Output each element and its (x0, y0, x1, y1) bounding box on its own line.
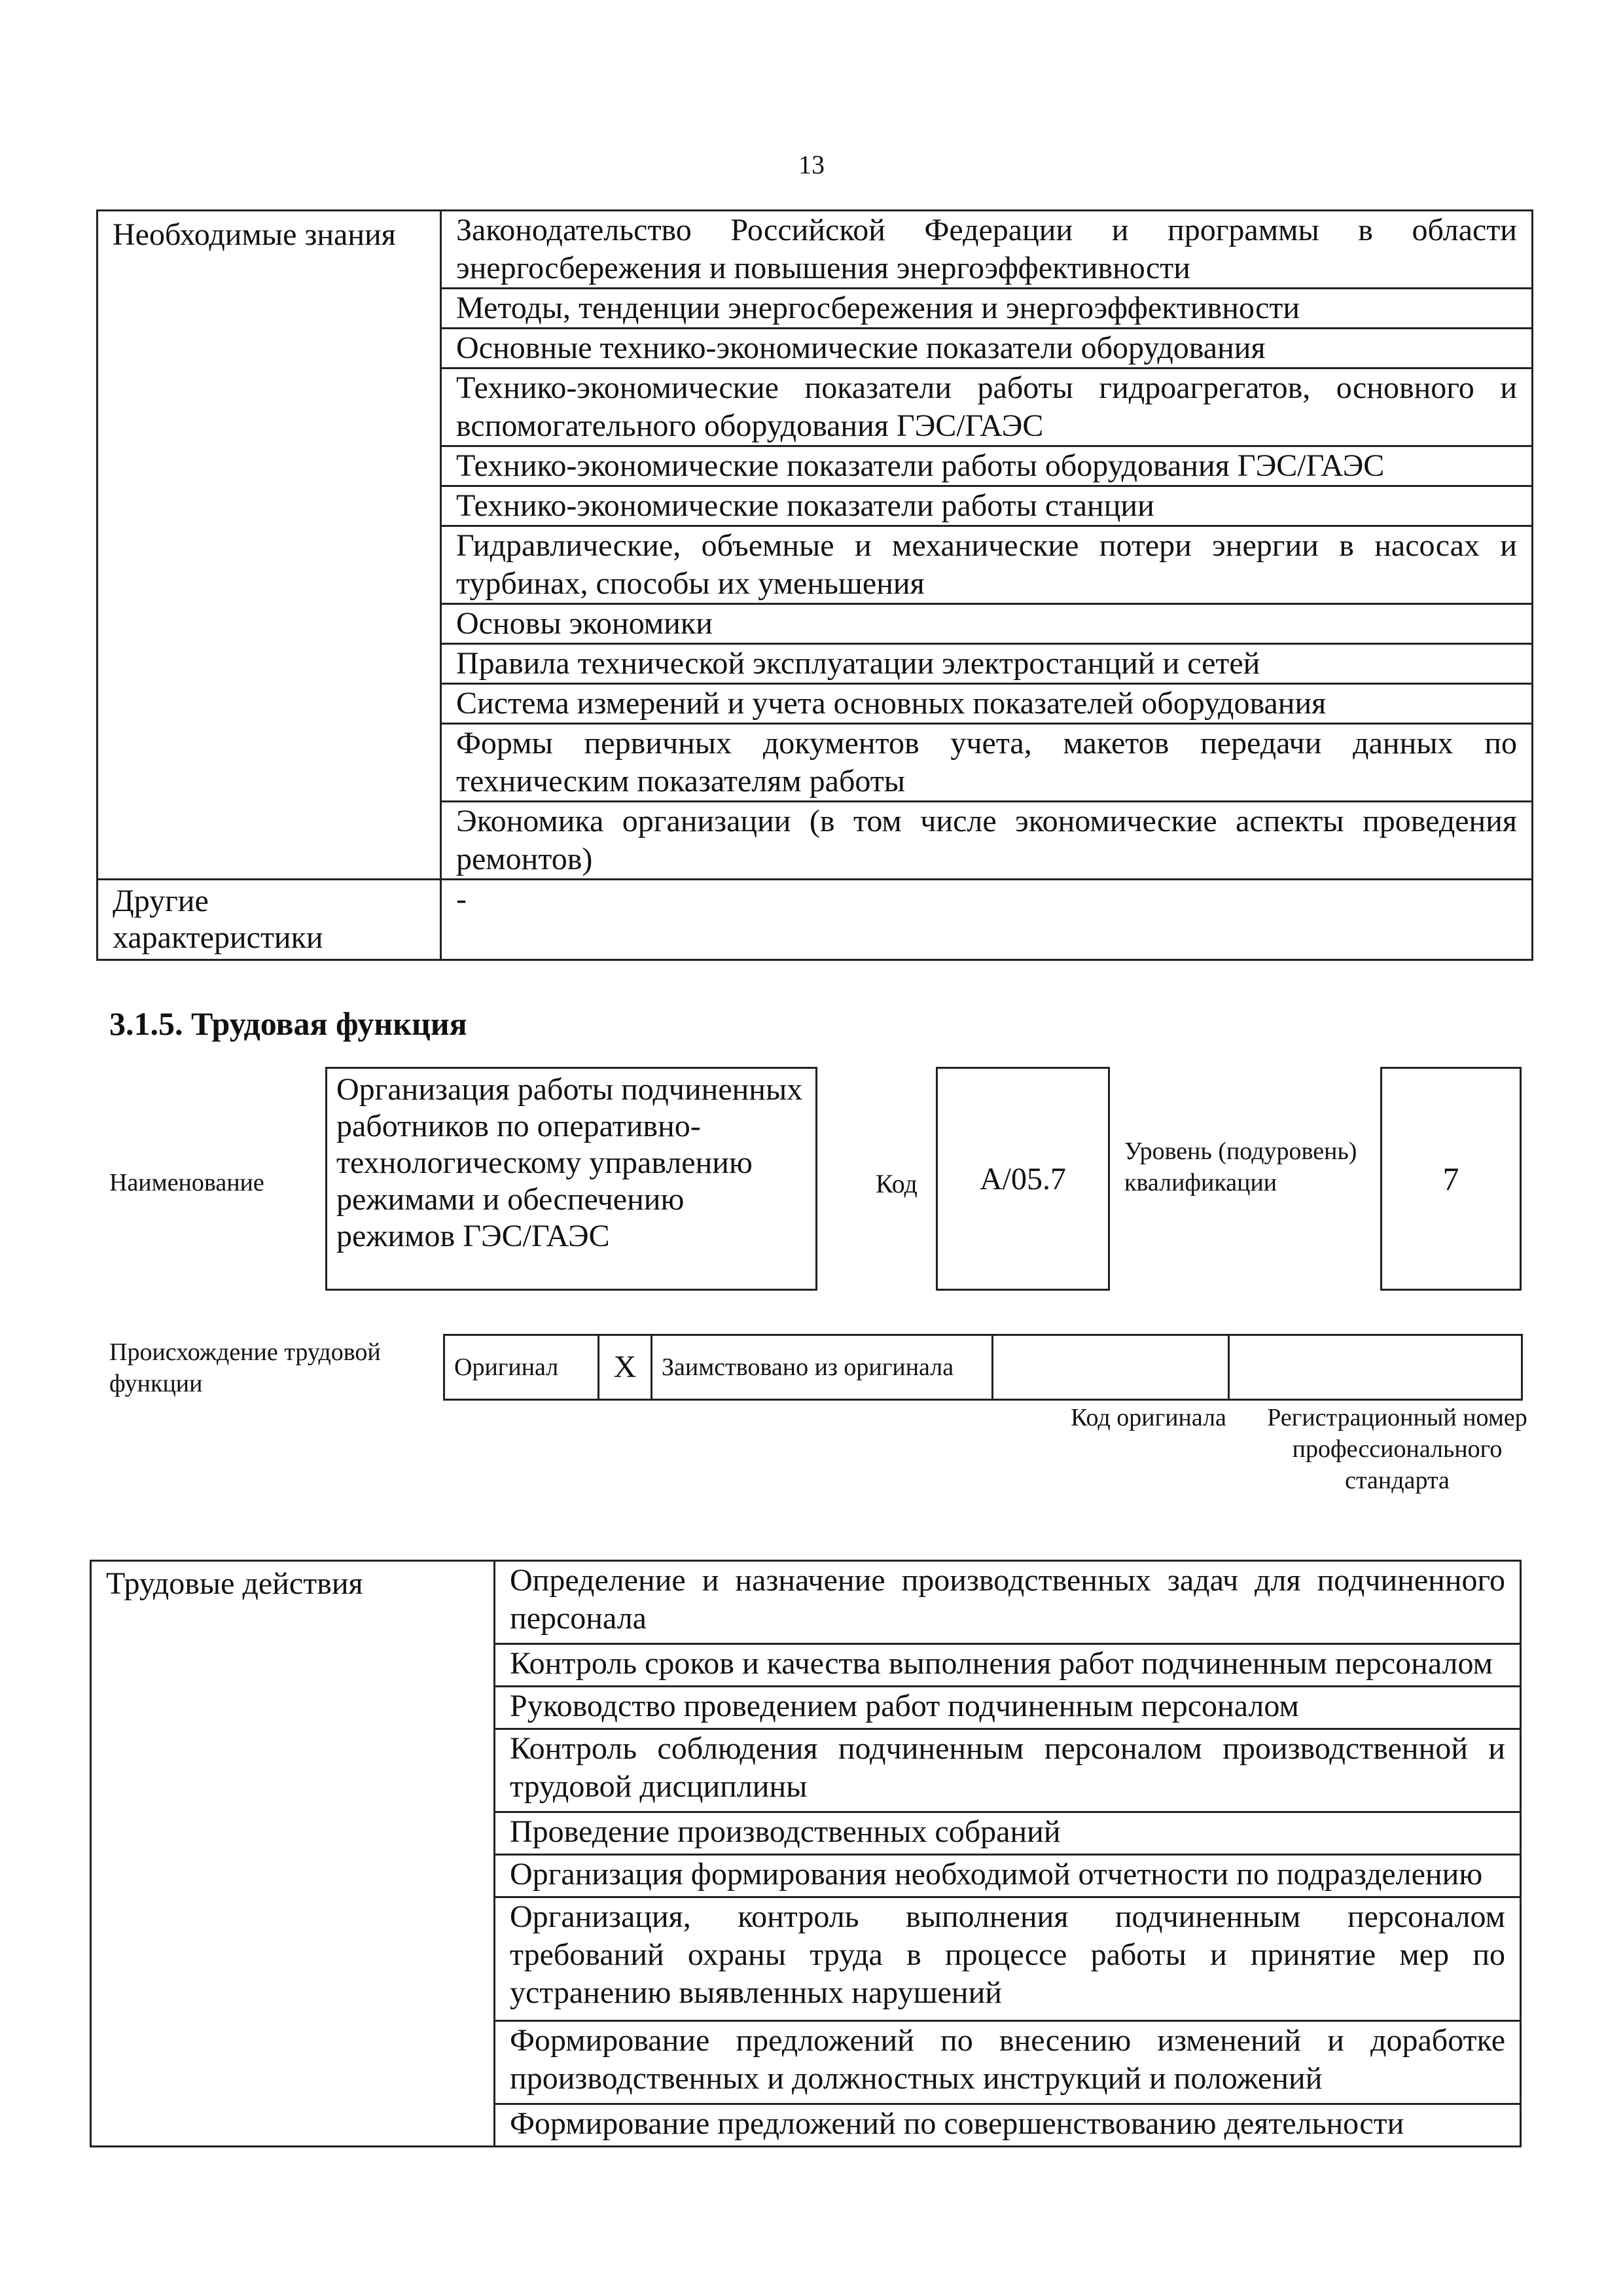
knowledge-item: Технико-экономические показатели работы станции (441, 486, 1533, 526)
function-name-box: Организация работы подчиненных работников по оперативно-технологическому управлению режимами и обеспечению режимов ГЭС/ГАЭС (325, 1067, 817, 1291)
name-label: Наименование (109, 1169, 264, 1196)
qualification-level-box: 7 (1380, 1067, 1522, 1291)
knowledge-item: Технико-экономические показатели работы оборудования ГЭС/ГАЭС (441, 446, 1533, 486)
original-mark: X (599, 1335, 652, 1400)
action-item: Формирование предложений по совершенствованию деятельности (495, 2104, 1521, 2146)
origin-table (443, 1334, 1523, 1401)
code-label: Код (876, 1169, 918, 1198)
actions-table (90, 1560, 1522, 2147)
action-item: Организация, контроль выполнения подчиненным персоналом требований охраны труда в процессе работы и принятие мер по устранению выявленных нарушений (495, 1897, 1521, 2021)
knowledge-item: Гидравлические, объемные и механические потери энергии в насосах и турбинах, способы их уменьшения (441, 526, 1533, 604)
qualification-level-label: Уровень (подуровень) квалификации (1124, 1138, 1357, 1196)
knowledge-item: Технико-экономические показатели работы гидроагрегатов, основного и вспомогательного оборудования ГЭС/ГАЭС (441, 368, 1533, 446)
action-item: Проведение производственных собраний (495, 1812, 1521, 1855)
code-original-cell (993, 1335, 1229, 1400)
action-item: Контроль соблюдения подчиненным персоналом производственной и трудовой дисциплины (495, 1729, 1521, 1812)
page-number: 13 (798, 150, 825, 179)
knowledge-item: Законодательство Российской Федерации и программы в области энергосбережения и повышения энергоэффективности (441, 211, 1533, 289)
reg-number-cell (1229, 1335, 1522, 1400)
knowledge-item: Система измерений и учета основных показателей оборудования (441, 684, 1533, 724)
knowledge-item: Экономика организации (в том числе экономические аспекты проведения ремонтов) (441, 802, 1533, 880)
knowledge-label: Необходимые знания (98, 211, 441, 880)
action-item: Формирование предложений по внесению изменений и доработке производственных и должностных инструкций и положений (495, 2020, 1521, 2104)
knowledge-table (96, 209, 1533, 961)
code-original-caption: Код оригинала (1071, 1404, 1226, 1431)
other-characteristics-value: - (441, 880, 1533, 960)
origin-label: Происхождение трудовой функции (109, 1338, 381, 1397)
knowledge-item: Методы, тенденции энергосбережения и энергоэффективности (441, 289, 1533, 329)
original-cell: Оригинал (444, 1335, 599, 1400)
action-item: Руководство проведением работ подчиненным персоналом (495, 1687, 1521, 1729)
borrowed-cell: Заимствовано из оригинала (652, 1335, 993, 1400)
knowledge-item: Основные технико-экономические показатели оборудования (441, 329, 1533, 368)
action-item: Организация формирования необходимой отчетности по подразделению (495, 1855, 1521, 1897)
action-item: Контроль сроков и качества выполнения работ подчиненным персоналом (495, 1643, 1521, 1686)
code-box: A/05.7 (936, 1067, 1110, 1291)
action-item: Определение и назначение производственных задач для подчиненного персонала (495, 1561, 1521, 1644)
knowledge-item: Формы первичных документов учета, макетов передачи данных по техническим показателям работы (441, 724, 1533, 802)
other-characteristics-label: Другие характеристики (98, 880, 441, 960)
section-heading: 3.1.5. Трудовая функция (109, 1005, 467, 1042)
actions-label: Трудовые действия (91, 1561, 495, 2147)
knowledge-item: Правила технической эксплуатации электростанций и сетей (441, 644, 1533, 684)
knowledge-item: Основы экономики (441, 604, 1533, 644)
reg-number-caption: Регистрационный номер профессионального стандарта (1267, 1404, 1527, 1494)
